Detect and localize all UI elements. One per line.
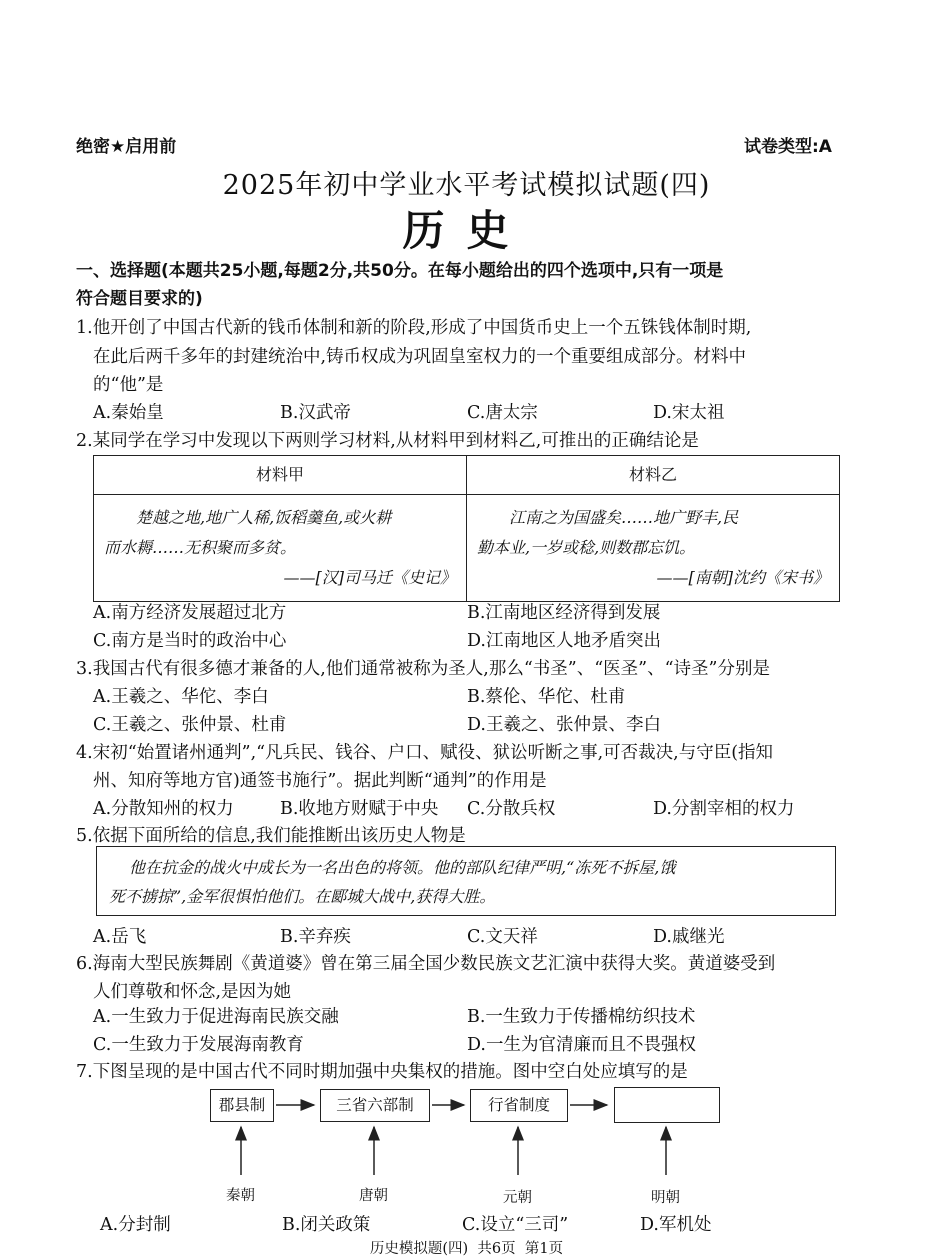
q5-stem: 5.依据下面所给的信息,我们能推断出该历史人物是: [76, 826, 466, 846]
subject-title: 历史: [402, 206, 531, 255]
material-a-title: 材料甲: [94, 456, 467, 495]
q6-option-b: B.一生致力于传播棉纺织技术: [467, 1007, 696, 1027]
q7-option-b: B.闭关政策: [282, 1215, 371, 1235]
q1-stem-line2: 在此后两千多年的封建统治中,铸币权成为巩固皇室权力的一个重要组成部分。材料中: [93, 347, 747, 367]
q1-option-c: C.唐太宗: [467, 403, 538, 423]
q4-option-d: D.分割宰相的权力: [653, 799, 795, 819]
q1-option-d: D.宋太祖: [653, 403, 725, 423]
q2-stem: 2.某同学在学习中发现以下两则学习材料,从材料甲到材料乙,可推出的正确结论是: [76, 431, 699, 451]
q6-stem-line2: 人们尊敬和怀念,是因为她: [93, 982, 292, 1002]
section-instruction-line1: 一、选择题(本题共25小题,每题2分,共50分。在每小题给出的四个选项中,只有一项是: [76, 261, 724, 281]
q2-option-b: B.江南地区经济得到发展: [467, 603, 661, 623]
q4-option-c: C.分散兵权: [467, 799, 556, 819]
era-label-qin: 秦朝: [226, 1188, 255, 1204]
section-instruction-line2: 符合题目要求的): [76, 289, 203, 309]
q7-option-d: D.军机处: [640, 1215, 712, 1235]
confidential-label: 绝密★启用前: [76, 137, 177, 157]
flow-box-qin: 郡县制: [210, 1089, 274, 1122]
q7-option-c: C.设立“三司”: [462, 1215, 569, 1235]
q2-option-d: D.江南地区人地矛盾突出: [467, 631, 661, 651]
q3-option-c: C.王羲之、张仲景、杜甫: [93, 715, 287, 735]
paper-type-label: 试卷类型:A: [744, 137, 832, 157]
q5-info-line2: 死不掳掠”,金军很惧怕他们。在郾城大战中,获得大胜。: [109, 887, 496, 906]
q5-option-b: B.辛弃疾: [280, 927, 351, 947]
q5-option-a: A.岳飞: [93, 927, 147, 947]
material-b-line1: 江南之为国盛矣……地广野丰,民: [509, 508, 739, 527]
material-a-line1: 楚越之地,地广人稀,饭稻羹鱼,或火耕: [136, 508, 392, 527]
q1-stem-line1: 1.他开创了中国古代新的钱币体制和新的阶段,形成了中国货币史上一个五铢钱体制时期,: [76, 318, 752, 338]
material-b-title: 材料乙: [467, 456, 840, 495]
page-footer: 历史模拟题(四) 共6页 第1页: [369, 1241, 564, 1257]
flow-box-tang: 三省六部制: [320, 1089, 430, 1122]
q6-option-d: D.一生为官清廉而且不畏强权: [467, 1035, 696, 1055]
era-label-tang: 唐朝: [359, 1188, 388, 1204]
q6-option-a: A.一生致力于促进海南民族交融: [93, 1007, 339, 1027]
era-label-yuan: 元朝: [503, 1190, 532, 1206]
material-a-line2: 而水耨……无积聚而多贫。: [104, 538, 297, 557]
q2-option-c: C.南方是当时的政治中心: [93, 631, 287, 651]
q7-stem: 7.下图呈现的是中国古代不同时期加强中央集权的措施。图中空白处应填写的是: [76, 1062, 688, 1082]
q3-option-a: A.王羲之、华佗、李白: [93, 687, 269, 707]
q3-stem: 3.我国古代有很多德才兼备的人,他们通常被称为圣人,那么“书圣”、“医圣”、“诗圣”分别是: [76, 659, 770, 679]
q3-option-d: D.王羲之、张仲景、李白: [467, 715, 661, 735]
q3-option-b: B.蔡伦、华佗、杜甫: [467, 687, 626, 707]
q6-option-c: C.一生致力于发展海南教育: [93, 1035, 304, 1055]
q7-option-a: A.分封制: [100, 1215, 171, 1235]
material-b-source: ——[南朝]沈约《宋书》: [656, 568, 829, 587]
material-a-source: ——[汉]司马迁《史记》: [283, 568, 456, 587]
q1-option-b: B.汉武帝: [280, 403, 351, 423]
q5-option-d: D.戚继光: [653, 927, 725, 947]
q1-option-a: A.秦始皇: [93, 403, 164, 423]
era-label-ming: 明朝: [651, 1190, 680, 1206]
q1-stem-line3: 的“他”是: [93, 375, 164, 395]
q5-info-line1: 他在抗金的战火中成长为一名出色的将领。他的部队纪律严明,“冻死不拆屋,饿: [129, 858, 676, 877]
flow-box-yuan: 行省制度: [470, 1089, 568, 1122]
exam-title: 2025年初中学业水平考试模拟试题(四): [222, 170, 711, 201]
q5-option-c: C.文天祥: [467, 927, 538, 947]
q6-stem-line1: 6.海南大型民族舞剧《黄道婆》曾在第三届全国少数民族文艺汇演中获得大奖。黄道婆受到: [76, 954, 776, 974]
q2-option-a: A.南方经济发展超过北方: [93, 603, 287, 623]
material-b-line2: 勤本业,一岁或稔,则数郡忘饥。: [477, 538, 696, 557]
q4-option-a: A.分散知州的权力: [93, 799, 234, 819]
q4-option-b: B.收地方财赋于中央: [280, 799, 439, 819]
q4-stem-line1: 4.宋初“始置诸州通判”,“凡兵民、钱谷、户口、赋役、狱讼听断之事,可否裁决,与守臣(指知: [76, 743, 774, 763]
q4-stem-line2: 州、知府等地方官)通签书施行”。据此判断“通判”的作用是: [93, 771, 547, 791]
